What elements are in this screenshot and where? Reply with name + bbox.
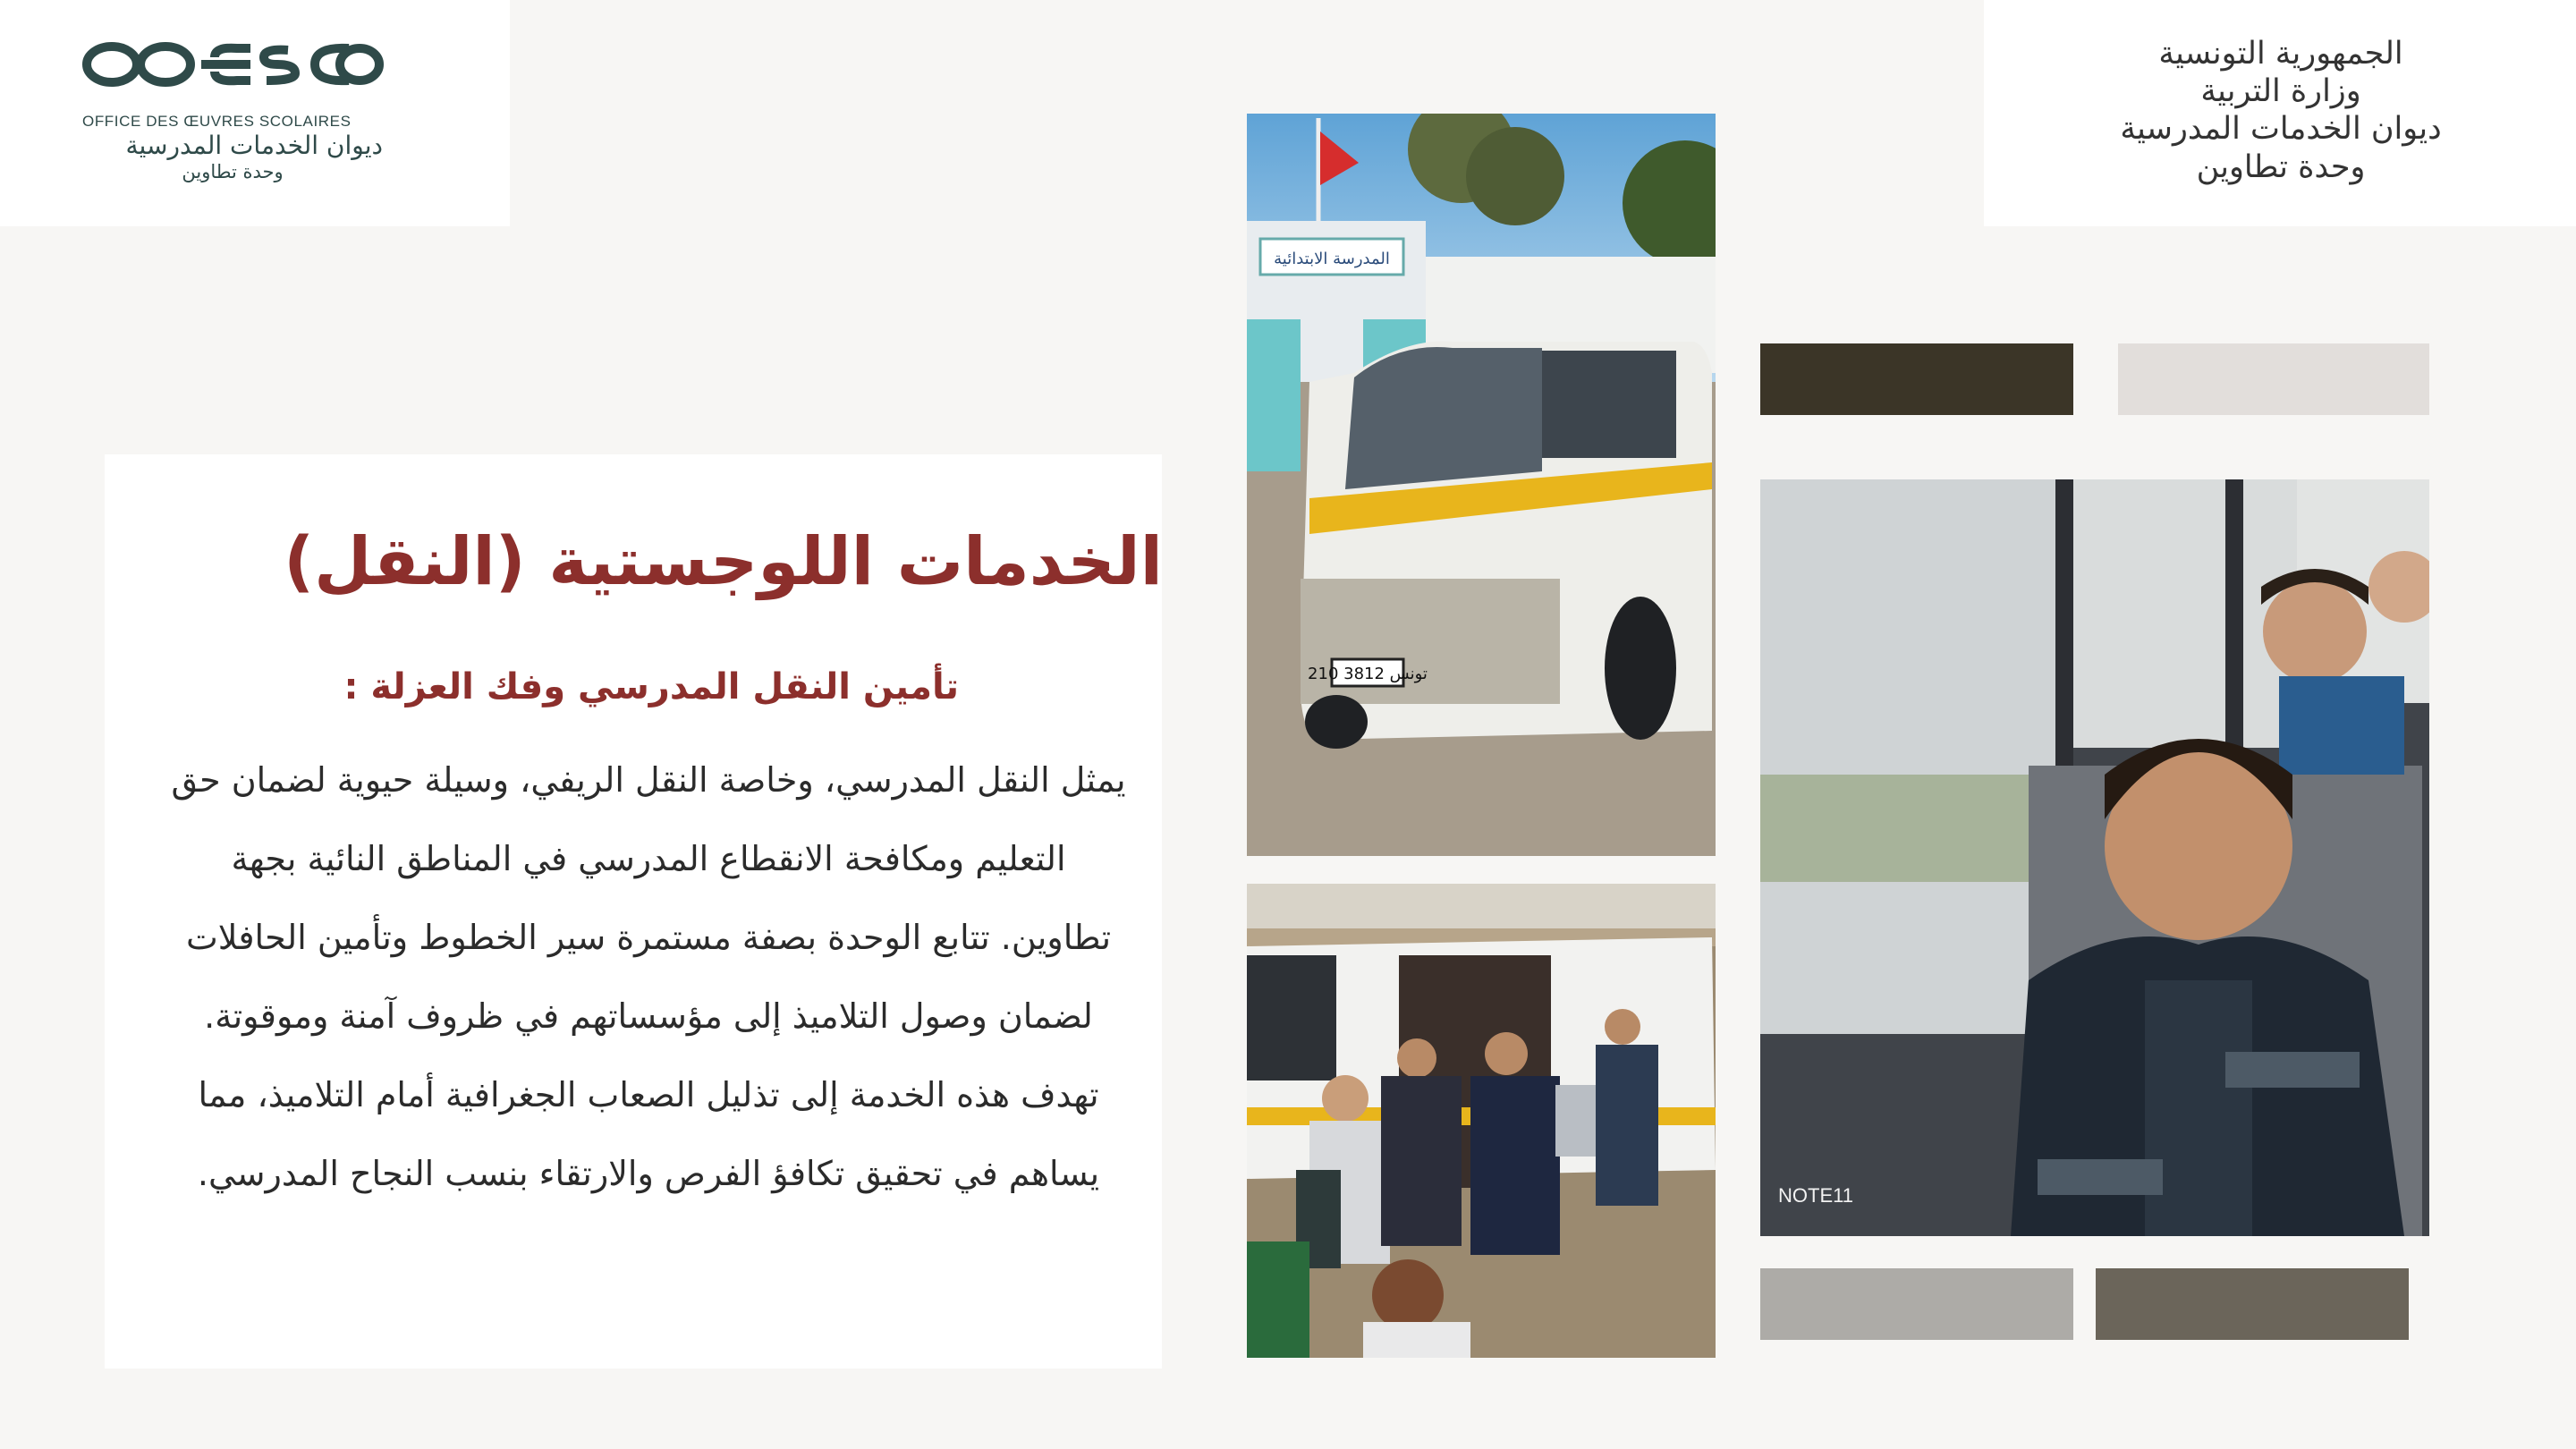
photo-students-boarding [1247, 884, 1716, 1358]
plate-text: 210 تونس 3812 [1308, 665, 1428, 683]
school-sign-text: المدرسة الابتدائية [1274, 250, 1390, 268]
page-title: الخدمات اللوجستية (النقل) [284, 523, 1163, 600]
photo-school-van [1247, 114, 1716, 856]
decor-block-taupe [2096, 1268, 2409, 1340]
logo-unit-name: وحدة تطاوين [182, 161, 284, 182]
decor-block-grey [1760, 1268, 2073, 1340]
body-line-4: لضمان وصول التلاميذ إلى مؤسساتهم في ظروف آمنة وموقوتة. [204, 996, 1093, 1036]
ministry-education: وزارة التربية [2200, 73, 2361, 109]
ministry-unit: وحدة تطاوين [2196, 149, 2366, 185]
decor-block-light [2118, 343, 2429, 415]
body-line-6: يساهم في تحقيق تكافؤ الفرص والارتقاء بنسب النجاح المدرسي. [197, 1154, 1100, 1193]
body-line-1: يمثل النقل المدرسي، وخاصة النقل الريفي، وسيلة حيوية لضمان حق [171, 760, 1126, 800]
logo-arabic-name: ديوان الخدمات المدرسية [125, 131, 383, 160]
decor-block-dark [1760, 343, 2073, 415]
photo-student-in-bus [1760, 479, 2429, 1236]
ministry-office: ديوان الخدمات المدرسية [2120, 111, 2442, 147]
body-line-3: تطاوين. تتابع الوحدة بصفة مستمرة سير الخطوط وتأمين الحافلات [185, 918, 1112, 957]
oesco-logo-icon [80, 38, 385, 91]
logo-latin-name: OFFICE DES ŒUVRES SCOLAIRES [82, 113, 352, 130]
camera-watermark: NOTE11 [1778, 1184, 1853, 1207]
body-line-2: التعليم ومكافحة الانقطاع المدرسي في المناطق النائية بجهة [231, 839, 1066, 878]
section-subtitle: تأمين النقل المدرسي وفك العزلة : [343, 666, 959, 708]
body-line-5: تهدف هذه الخدمة إلى تذليل الصعاب الجغرافية أمام التلاميذ، مما [198, 1075, 1099, 1114]
ministry-republic: الجمهورية التونسية [2158, 36, 2403, 72]
